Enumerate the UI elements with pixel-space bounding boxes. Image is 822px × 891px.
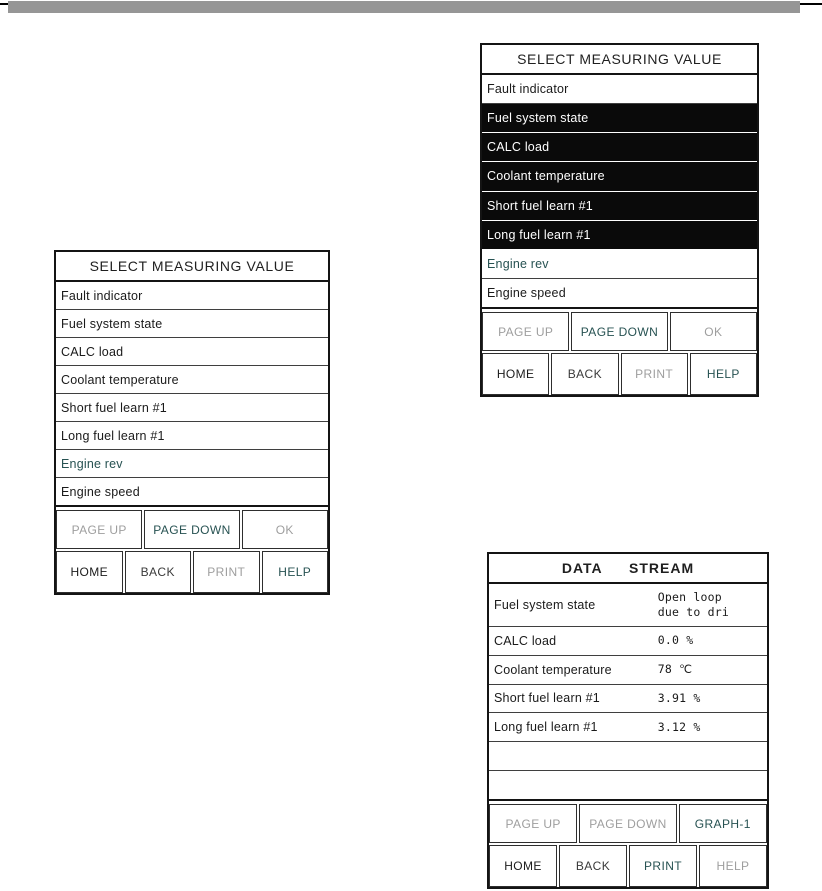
page-down-button[interactable]: PAGE DOWN bbox=[579, 804, 676, 843]
data-value: 0.0 % bbox=[657, 633, 694, 648]
menu-item-fuel-system-state-selected[interactable]: Fuel system state bbox=[482, 104, 757, 133]
menu-item-engine-rev[interactable]: Engine rev bbox=[482, 250, 757, 279]
data-value: 3.91 % bbox=[657, 690, 701, 705]
menu-item-long-fuel-learn[interactable]: Long fuel learn #1 bbox=[56, 422, 328, 450]
panel-title: DATA STREAM bbox=[489, 554, 767, 584]
menu-item-fault-indicator[interactable]: Fault indicator bbox=[56, 282, 328, 310]
data-row-empty bbox=[489, 771, 767, 799]
page-up-button[interactable]: PAGE UP bbox=[489, 804, 577, 843]
help-button[interactable]: HELP bbox=[690, 353, 757, 395]
home-button[interactable]: HOME bbox=[482, 353, 549, 395]
ok-button[interactable]: OK bbox=[670, 312, 757, 351]
menu-item-calc-load-selected[interactable]: CALC load bbox=[482, 133, 757, 162]
data-row-coolant-temperature: Coolant temperature 78 ℃ bbox=[489, 656, 767, 685]
page-down-button[interactable]: PAGE DOWN bbox=[144, 510, 239, 549]
graph-1-button[interactable]: GRAPH-1 bbox=[679, 804, 767, 843]
menu-item-calc-load[interactable]: CALC load bbox=[56, 338, 328, 366]
ok-button[interactable]: OK bbox=[242, 510, 328, 549]
print-button[interactable]: PRINT bbox=[621, 353, 688, 395]
print-button[interactable]: PRINT bbox=[629, 845, 697, 887]
menu-item-coolant-temperature[interactable]: Coolant temperature bbox=[56, 366, 328, 394]
back-button[interactable]: BACK bbox=[125, 551, 192, 593]
system-button-row bbox=[489, 843, 767, 887]
menu-item-coolant-temperature-selected[interactable]: Coolant temperature bbox=[482, 162, 757, 191]
home-button[interactable]: HOME bbox=[56, 551, 123, 593]
page-up-button[interactable]: PAGE UP bbox=[56, 510, 142, 549]
data-row-fuel-system-state: Fuel system state Open loop due to dri bbox=[489, 584, 767, 627]
data-value: 78 ℃ bbox=[657, 662, 693, 677]
page-down-button[interactable]: PAGE DOWN bbox=[571, 312, 667, 351]
system-button-row bbox=[482, 351, 757, 395]
data-row-calc-load: CALC load 0.0 % bbox=[489, 627, 767, 656]
data-stream-list bbox=[489, 584, 767, 801]
measuring-value-list bbox=[482, 75, 757, 309]
help-button[interactable]: HELP bbox=[262, 551, 329, 593]
data-row-short-fuel-learn: Short fuel learn #1 3.91 % bbox=[489, 685, 767, 714]
measuring-value-list bbox=[56, 282, 328, 507]
menu-item-short-fuel-learn[interactable]: Short fuel learn #1 bbox=[56, 394, 328, 422]
system-button-row bbox=[56, 549, 328, 593]
help-button[interactable]: HELP bbox=[699, 845, 767, 887]
panel-title: SELECT MEASURING VALUE bbox=[56, 252, 328, 282]
nav-button-row bbox=[489, 801, 767, 843]
menu-item-long-fuel-learn-selected[interactable]: Long fuel learn #1 bbox=[482, 221, 757, 250]
page-up-button[interactable]: PAGE UP bbox=[482, 312, 569, 351]
panel-title: SELECT MEASURING VALUE bbox=[482, 45, 757, 75]
menu-item-fuel-system-state[interactable]: Fuel system state bbox=[56, 310, 328, 338]
select-measuring-value-panel-left bbox=[54, 250, 330, 595]
nav-button-row bbox=[56, 507, 328, 549]
data-stream-panel bbox=[487, 552, 769, 889]
data-row-empty bbox=[489, 742, 767, 771]
home-button[interactable]: HOME bbox=[489, 845, 557, 887]
menu-item-engine-rev[interactable]: Engine rev bbox=[56, 450, 328, 478]
page-header-bar bbox=[8, 1, 800, 13]
data-row-long-fuel-learn: Long fuel learn #1 3.12 % bbox=[489, 713, 767, 742]
back-button[interactable]: BACK bbox=[559, 845, 627, 887]
menu-item-engine-speed[interactable]: Engine speed bbox=[482, 279, 757, 307]
data-value: 3.12 % bbox=[657, 719, 701, 734]
nav-button-row bbox=[482, 309, 757, 351]
data-value: Open loop due to dri bbox=[657, 589, 730, 619]
menu-item-engine-speed[interactable]: Engine speed bbox=[56, 478, 328, 505]
print-button[interactable]: PRINT bbox=[193, 551, 260, 593]
menu-item-short-fuel-learn-selected[interactable]: Short fuel learn #1 bbox=[482, 192, 757, 221]
menu-item-fault-indicator[interactable]: Fault indicator bbox=[482, 75, 757, 104]
select-measuring-value-panel-right bbox=[480, 43, 759, 397]
back-button[interactable]: BACK bbox=[551, 353, 618, 395]
